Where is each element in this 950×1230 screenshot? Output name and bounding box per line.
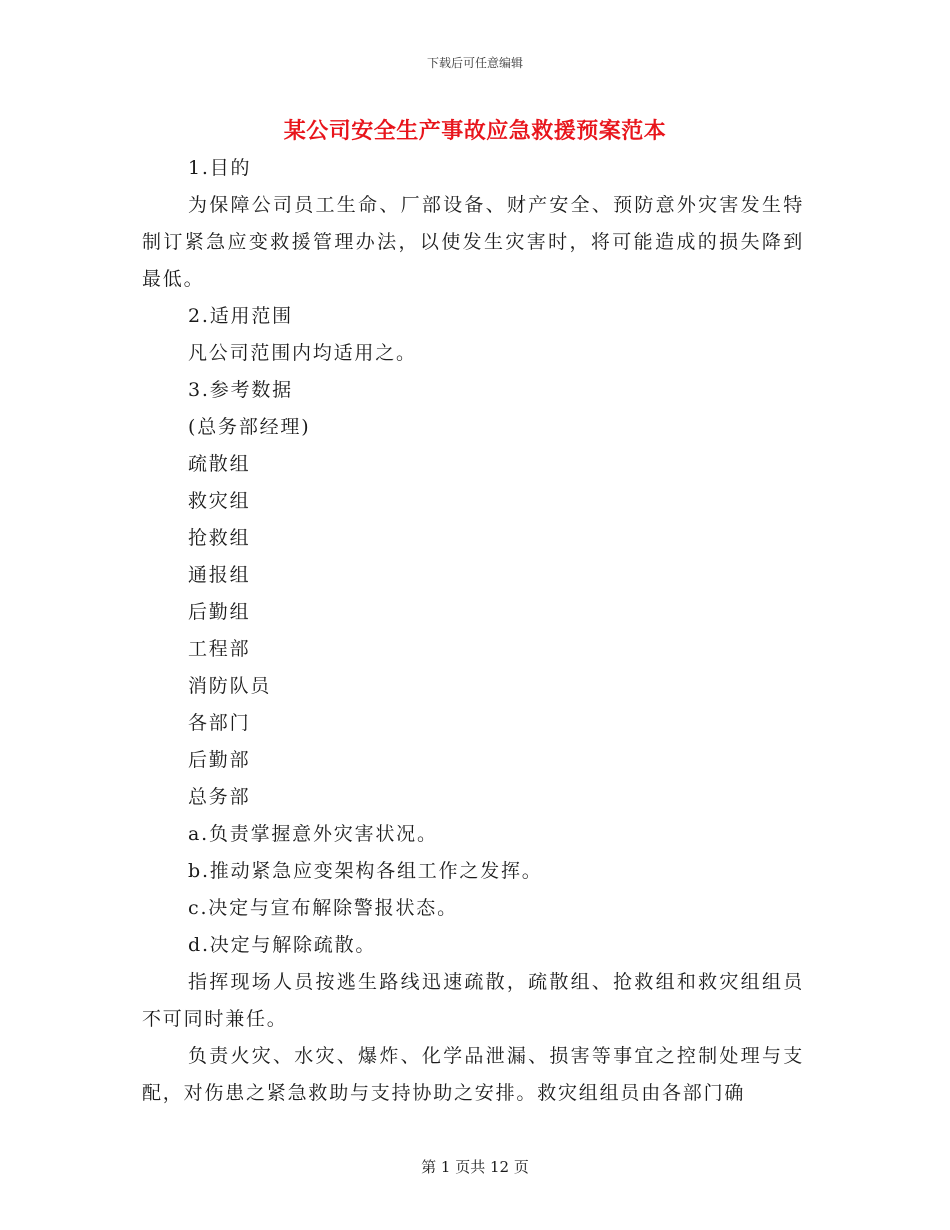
section-1-body: 为保障公司员工生命、厂部设备、财产安全、预防意外灾害发生特制订紧急应变救援管理办法，以使发生灾害时，将可能造成的损失降到最低。 bbox=[142, 194, 804, 290]
list-item: 后勤部 bbox=[188, 749, 251, 771]
rescue-paragraph: 负责火灾、水灾、爆炸、化学品泄漏、损害等事宜之控制处理与支配，对伤患之紧急救助与支持协助之安排。救灾组组员由各部门确 bbox=[142, 1045, 804, 1104]
duty-item: d.决定与解除疏散。 bbox=[188, 934, 377, 956]
duty-item: a.负责掌握意外灾害状况。 bbox=[188, 823, 438, 845]
list-item: 抢救组 bbox=[188, 527, 251, 549]
document-body bbox=[142, 150, 804, 1112]
section-3-heading: 3.参考数据 bbox=[188, 379, 293, 401]
duty-item: c.决定与宣布解除警报状态。 bbox=[188, 897, 458, 919]
list-item: 救灾组 bbox=[188, 490, 251, 512]
duty-item: b.推动紧急应变架构各组工作之发挥。 bbox=[188, 860, 543, 882]
evacuation-paragraph: 指挥现场人员按逃生路线迅速疏散，疏散组、抢救组和救灾组组员不可同时兼任。 bbox=[142, 971, 804, 1030]
list-item: 消防队员 bbox=[188, 675, 272, 697]
section-2-body: 凡公司范围内均适用之。 bbox=[188, 342, 417, 364]
page-footer: 第 1 页共 12 页 bbox=[421, 1158, 529, 1176]
list-item: 通报组 bbox=[188, 564, 251, 586]
list-item: 总务部 bbox=[188, 786, 251, 808]
list-item: 工程部 bbox=[188, 638, 251, 660]
header-note: 下载后可任意编辑 bbox=[426, 56, 523, 70]
section-1-heading: 1.目的 bbox=[188, 157, 252, 179]
section-2-heading: 2.适用范围 bbox=[188, 305, 293, 327]
list-item: (总务部经理) bbox=[188, 416, 311, 438]
document-title: 某公司安全生产事故应急救援预案范本 bbox=[283, 118, 667, 144]
list-item: 后勤组 bbox=[188, 601, 251, 623]
list-item: 各部门 bbox=[188, 712, 251, 734]
list-item: 疏散组 bbox=[188, 453, 251, 475]
